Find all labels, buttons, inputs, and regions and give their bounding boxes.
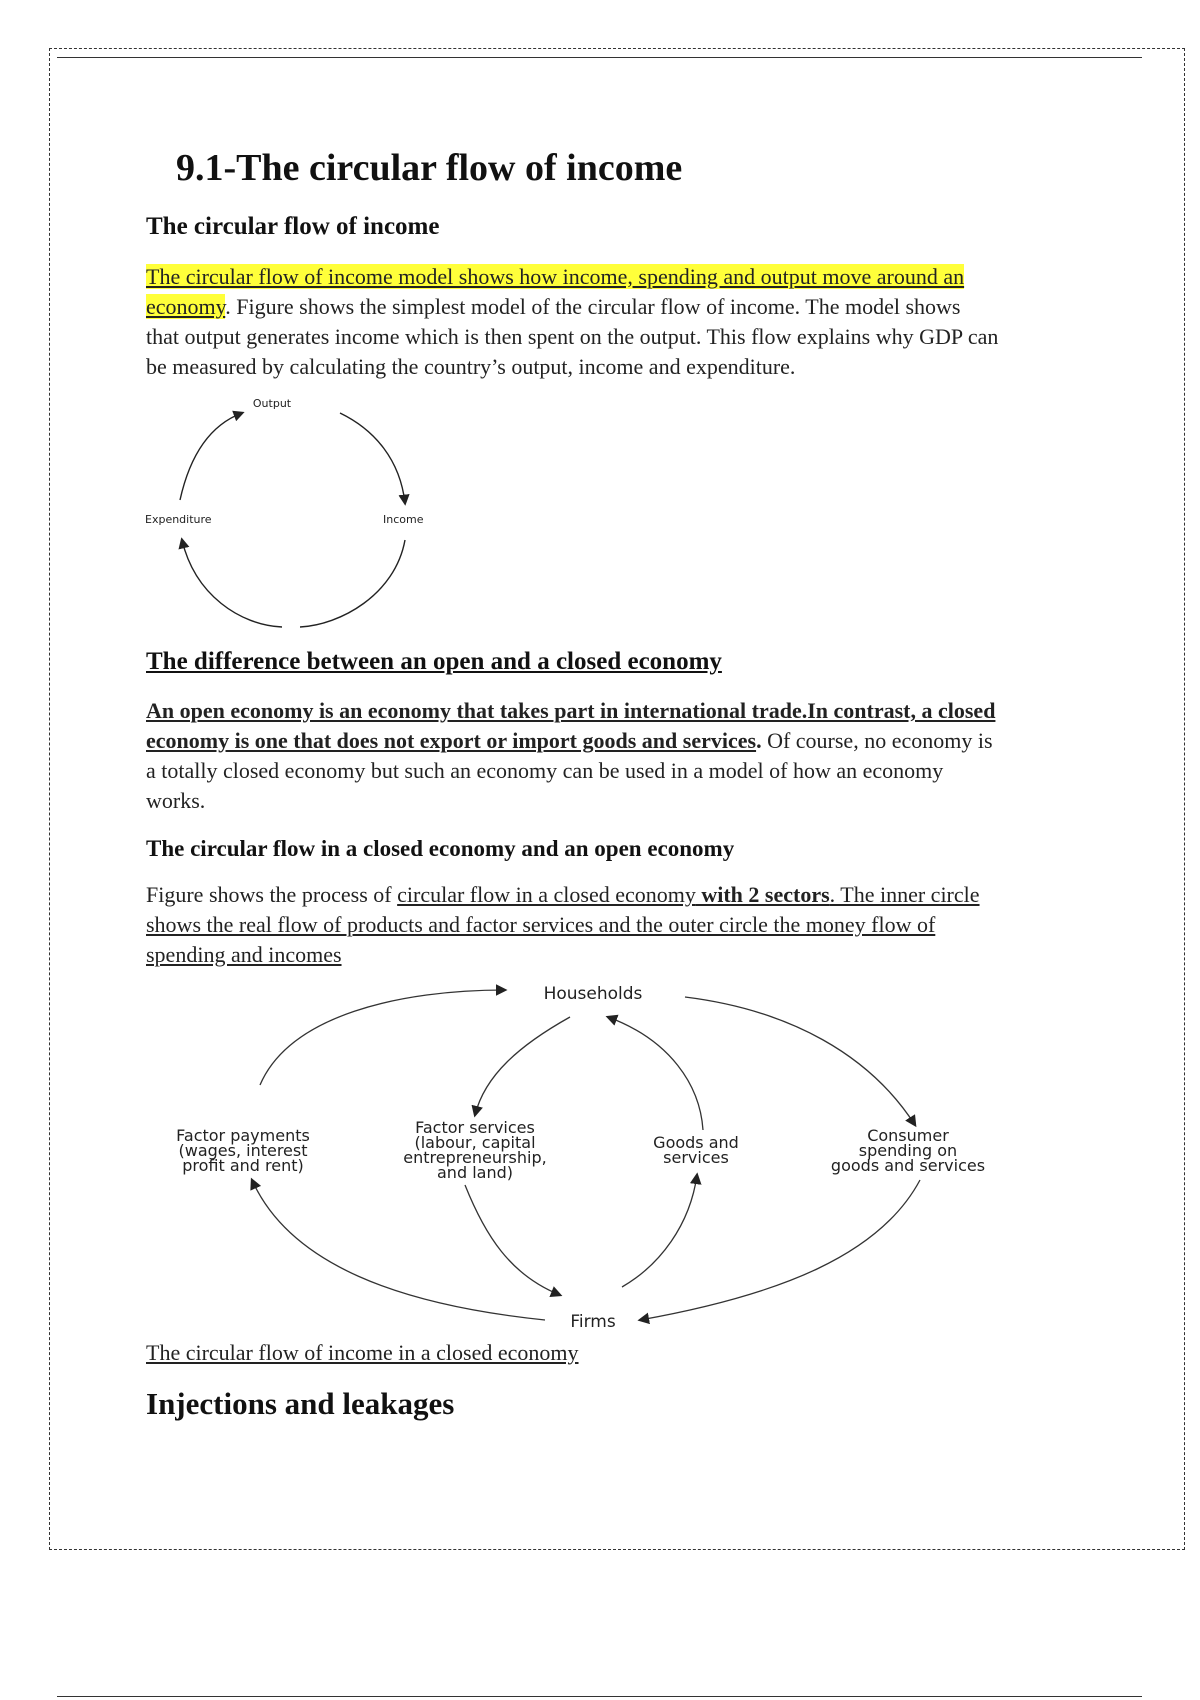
paragraph-circular-flow <box>146 262 1106 382</box>
paragraph-closed-flow <box>146 880 1106 970</box>
label-factor-services <box>403 1118 546 1182</box>
arrow-factor-services-to-firms <box>465 1185 560 1295</box>
arrow-firms-to-goods <box>622 1175 697 1287</box>
underlined-text: spending and incomes <box>146 942 342 967</box>
label-line: services <box>663 1148 729 1167</box>
underlined-text: circular flow in a closed economy <box>397 882 696 907</box>
simple-circular-flow-diagram <box>140 395 430 635</box>
arrow-households-to-factor-services <box>475 1017 570 1115</box>
arrow-factor-payments-to-households <box>260 990 505 1085</box>
arrow-income-to-expenditure-a <box>300 540 405 627</box>
paragraph-open-closed <box>146 696 1106 816</box>
figure-caption: The circular flow of income in a closed economy <box>146 1340 579 1365</box>
arrow-consumer-spending-to-firms <box>640 1180 920 1320</box>
label-factor-payments <box>176 1126 310 1175</box>
arrow-output-to-income <box>340 413 405 503</box>
underlined-text: shows the real flow of products and factor services and the outer circle the money flow of <box>146 912 936 937</box>
paragraph-text: a totally closed economy but such an economy can be used in a model of how an economy <box>146 758 944 783</box>
arrow-income-to-expenditure-b <box>182 540 282 627</box>
label-line: entrepreneurship, <box>403 1148 547 1167</box>
paragraph-text: Of course, no economy is <box>761 728 993 753</box>
paragraph-text: . Figure shows the simplest model of the circular flow of income. The model shows <box>225 294 961 319</box>
label-line: spending on <box>858 1141 958 1160</box>
label-expenditure: Expenditure <box>145 513 212 526</box>
paragraph-text: that output generates income which is then spent on the output. This flow explains why GDP can <box>146 324 999 349</box>
section-heading-circular-flow: The circular flow of income <box>146 213 440 240</box>
definition-closed-economy: economy is one that does not export or import goods and services <box>146 728 757 753</box>
label-line: Goods and <box>653 1133 739 1152</box>
label-line: goods and services <box>830 1156 986 1175</box>
paragraph-text: works. <box>146 788 206 813</box>
definition-open-economy: An open economy is an economy that takes part in international trade.In contrast, a closed <box>146 698 996 723</box>
highlighted-definition-end: economy <box>146 294 226 319</box>
label-firms: Firms <box>570 1312 616 1330</box>
label-households: Households <box>543 984 643 1004</box>
paragraph-text: . <box>756 728 762 753</box>
label-income: Income <box>383 513 424 526</box>
header-rule <box>57 57 1142 58</box>
paragraph-text: be measured by calculating the country’s output, income and expenditure. <box>146 354 796 379</box>
arrow-households-to-consumer-spending <box>685 997 915 1125</box>
paragraph-text: Figure shows the process of <box>146 882 398 907</box>
closed-economy-flow-diagram <box>140 975 1040 1330</box>
label-line: (labour, capital <box>414 1133 536 1152</box>
footer-rule <box>57 1696 1142 1697</box>
label-line: profit and rent) <box>182 1156 304 1175</box>
highlighted-definition: The circular flow of income model shows how income, spending and output move around an <box>146 264 965 289</box>
label-line: and land) <box>437 1163 513 1182</box>
arrow-goods-to-households <box>608 1017 703 1130</box>
label-line: Factor payments <box>176 1126 310 1145</box>
section-heading-injections-leakages: Injections and leakages <box>146 1386 455 1421</box>
bold-underlined-text: with 2 sectors <box>695 882 830 907</box>
label-line: Factor services <box>415 1118 535 1137</box>
label-line: Consumer <box>867 1126 949 1145</box>
section-heading-open-closed: The difference between an open and a closed economy <box>146 648 722 675</box>
section-heading-closed-open-flow: The circular flow in a closed economy and an open economy <box>146 836 735 861</box>
label-output: Output <box>252 397 292 410</box>
page-title: 9.1-The circular flow of income <box>176 147 683 189</box>
arrow-expenditure-to-output <box>180 413 242 500</box>
label-line: (wages, interest <box>178 1141 308 1160</box>
underlined-text: . The inner circle <box>829 882 980 907</box>
label-consumer-spending <box>831 1126 985 1175</box>
label-goods-services <box>653 1133 739 1167</box>
